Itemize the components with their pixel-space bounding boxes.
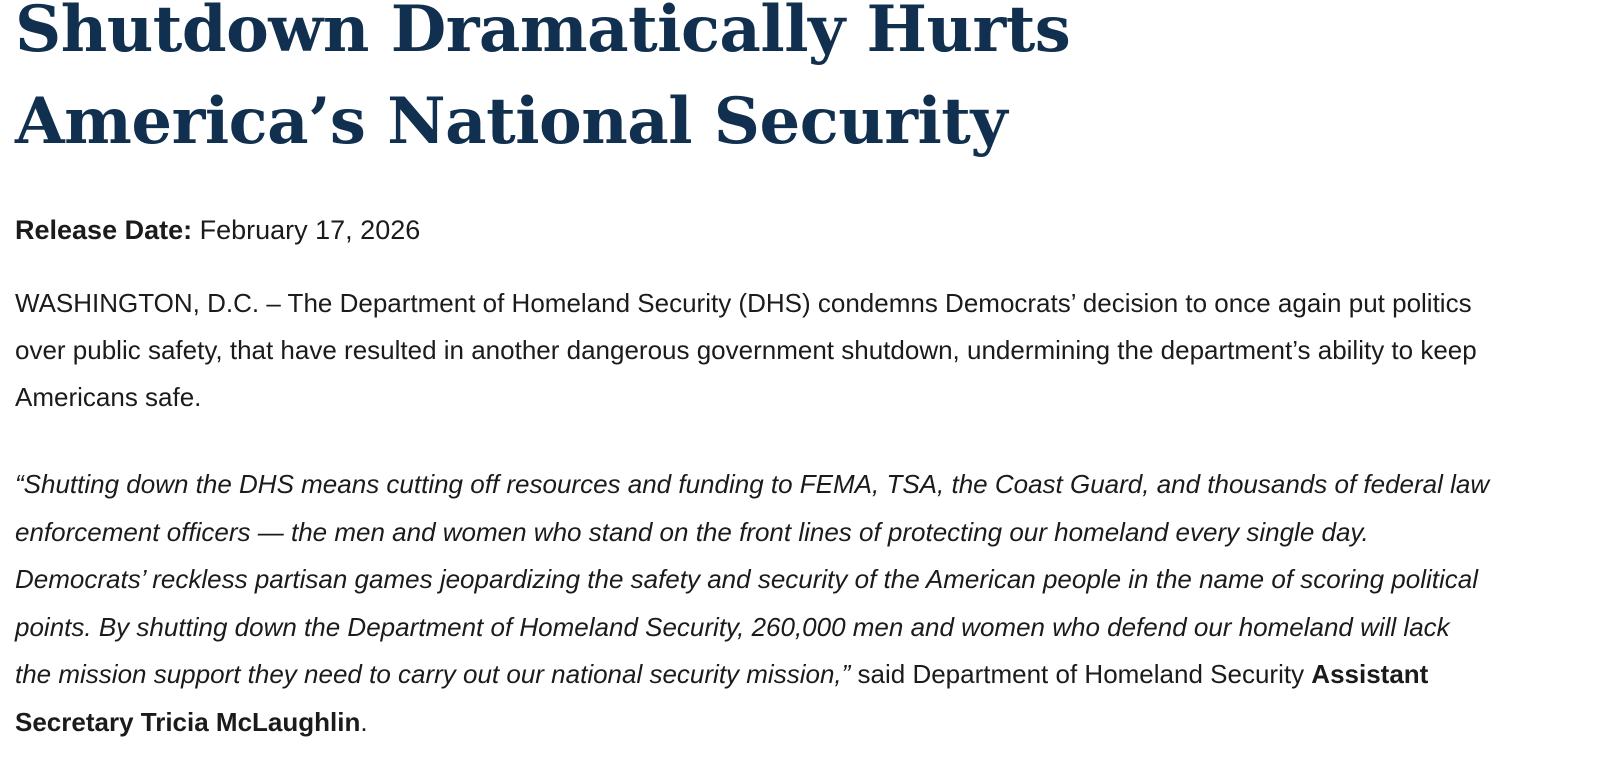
quote-said-text: said Department of Homeland Security [850, 659, 1312, 689]
lead-paragraph: WASHINGTON, D.C. – The Department of Homeland Security (DHS) condemns Democrats’ decision to once again put politics over public safety, that have resulted in another dangerous government shutdown, undermining the department’s ability to keep Americans safe. [15, 288, 1477, 412]
quote-attribution-name: Assistant Secretary Tricia McLaughlin [15, 659, 1429, 737]
quote-end-period: . [360, 706, 368, 737]
page-title: Shutdown Dramatically Hurts America’s National Security [15, 0, 1071, 159]
release-date-line [15, 214, 1492, 246]
quote-paragraph [15, 461, 1492, 746]
quote-text: “Shutting down the DHS means cutting off resources and funding to FEMA, TSA, the Coast Guard, and thousands of federal law enforcement officers — the men and women who stand on the front lines of protecting our homeland every single day. Democrats’ reckless partisan games jeopardizing the safety and security of the American people in the name of scoring political points. By shutting down the Department of Homeland Security, 260,000 men and women who defend our homeland will lack the mission support they need to carry out our national security mission,” [15, 469, 1490, 689]
release-date-label: Release Date: [15, 215, 193, 245]
release-date-value: February 17, 2026 [192, 215, 421, 245]
